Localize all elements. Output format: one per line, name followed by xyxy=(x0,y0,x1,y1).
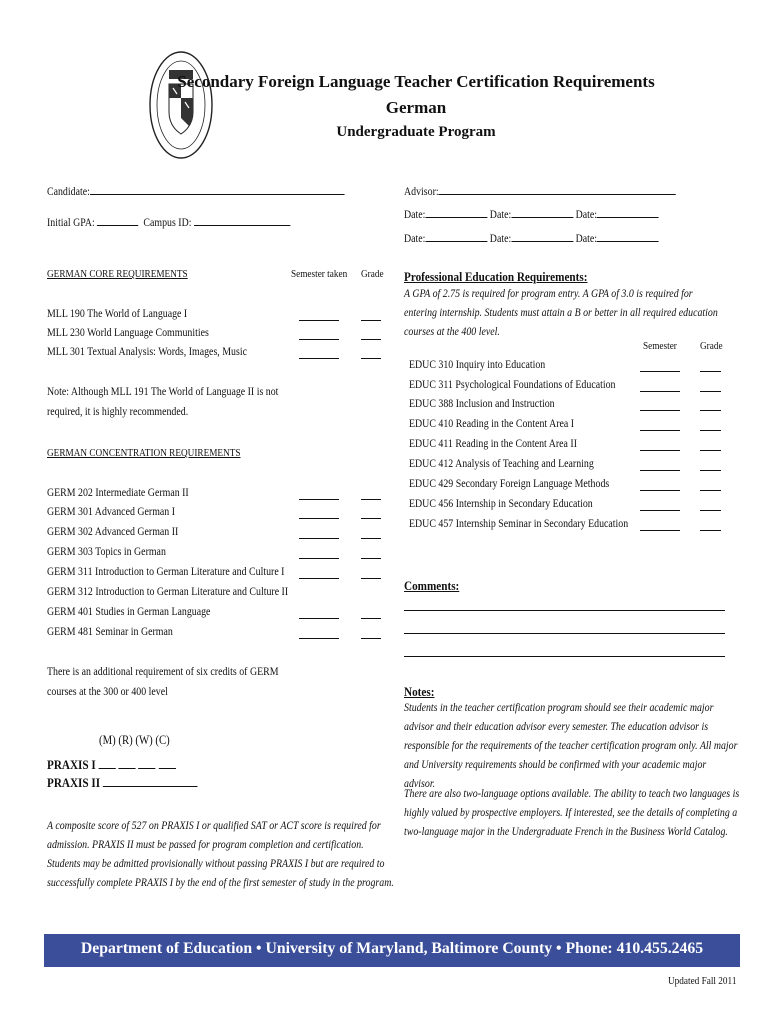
core-heading: GERMAN CORE REQUIREMENTS xyxy=(47,268,188,280)
date-label: Date: xyxy=(575,233,598,245)
additional-requirement: courses at the 300 or 400 level xyxy=(47,686,168,698)
core-course: MLL 230 World Language Communities xyxy=(47,327,209,339)
grade-blank[interactable] xyxy=(361,339,381,340)
date-blank[interactable] xyxy=(597,207,659,218)
semester-blank[interactable] xyxy=(299,578,339,579)
date-blank[interactable] xyxy=(425,231,487,242)
semester-blank[interactable] xyxy=(640,530,680,531)
campus-id-blank[interactable] xyxy=(194,215,290,226)
date-blank[interactable] xyxy=(597,231,659,242)
semester-blank[interactable] xyxy=(299,638,339,639)
semester-blank[interactable] xyxy=(640,470,680,471)
grade-blank[interactable] xyxy=(361,499,381,500)
language-title: German xyxy=(385,98,447,117)
initial-gpa-label: Initial GPA: xyxy=(47,217,95,229)
concentration-heading: GERMAN CONCENTRATION REQUIREMENTS xyxy=(47,447,241,459)
campus-id-label: Campus ID: xyxy=(143,217,192,229)
praxis-blank[interactable] xyxy=(139,758,156,769)
initial-gpa-field[interactable] xyxy=(47,215,290,229)
grade-blank[interactable] xyxy=(361,578,381,579)
concentration-course: GERM 301 Advanced German I xyxy=(47,506,175,518)
praxis-blank[interactable] xyxy=(159,758,176,769)
date-label: Date: xyxy=(404,209,426,221)
semester-blank[interactable] xyxy=(299,558,339,559)
grade-blank[interactable] xyxy=(361,618,381,619)
date-blank[interactable] xyxy=(511,207,573,218)
comments-heading: Comments: xyxy=(404,578,460,593)
grade-blank[interactable] xyxy=(361,320,381,321)
core-note: required, it is highly recommended. xyxy=(47,406,189,418)
date-blank[interactable] xyxy=(425,207,487,218)
semester-blank[interactable] xyxy=(299,320,339,321)
grade-blank[interactable] xyxy=(700,410,721,411)
concentration-course: GERM 401 Studies in German Language xyxy=(47,606,211,618)
semester-blank[interactable] xyxy=(299,499,339,500)
praxis-2-label: PRAXIS II xyxy=(47,775,101,790)
semester-blank[interactable] xyxy=(299,538,339,539)
comments-line[interactable] xyxy=(404,656,725,657)
educ-course: EDUC 310 Inquiry into Education xyxy=(409,359,546,371)
semester-blank[interactable] xyxy=(299,339,339,340)
praxis-1-label: PRAXIS I xyxy=(47,757,96,772)
grade-blank[interactable] xyxy=(700,391,721,392)
praxis-1-row[interactable] xyxy=(47,757,176,773)
praxis-categories: (M) (R) (W) (C) xyxy=(99,733,170,747)
concentration-course: GERM 302 Advanced German II xyxy=(47,526,179,538)
date-label: Date: xyxy=(489,233,512,245)
concentration-course: GERM 312 Introduction to German Literature and Culture II xyxy=(47,586,289,598)
grade-blank[interactable] xyxy=(361,538,381,539)
notes-paragraph: Students in the teacher certification program should see their academic major advisor and their education advisor every semester. The education advisor is responsible for the requirements of the teacher certification program only. All major and University requirements should be confirmed with your academic major advisor. xyxy=(404,702,738,790)
educ-course: EDUC 456 Internship in Secondary Education xyxy=(409,498,593,510)
semester-blank[interactable] xyxy=(640,510,680,511)
advisor-field[interactable] xyxy=(404,184,676,198)
updated-date: Updated Fall 2011 xyxy=(668,975,737,987)
professional-heading: Professional Education Requirements: xyxy=(404,269,588,284)
grade-blank[interactable] xyxy=(700,490,721,491)
grade-blank[interactable] xyxy=(700,371,721,372)
educ-course: EDUC 388 Inclusion and Instruction xyxy=(409,398,555,410)
prof-semester-header: Semester xyxy=(643,340,677,352)
core-semester-header: Semester taken xyxy=(291,268,348,280)
semester-blank[interactable] xyxy=(299,358,339,359)
advisor-label: Advisor: xyxy=(404,186,439,198)
core-grade-header: Grade xyxy=(361,268,384,280)
semester-blank[interactable] xyxy=(640,410,680,411)
core-course: MLL 190 The World of Language I xyxy=(47,308,188,320)
footer-bar xyxy=(44,934,740,967)
grade-blank[interactable] xyxy=(361,518,381,519)
candidate-field[interactable] xyxy=(47,184,344,198)
semester-blank[interactable] xyxy=(640,450,680,451)
semester-blank[interactable] xyxy=(640,490,680,491)
educ-course: EDUC 457 Internship Seminar in Secondary Education xyxy=(409,518,629,530)
grade-blank[interactable] xyxy=(700,430,721,431)
educ-course: EDUC 412 Analysis of Teaching and Learning xyxy=(409,458,594,470)
praxis-note: A composite score of 527 on PRAXIS I or qualified SAT or ACT score is required for admission. PRAXIS II must be passed for program completion and certification. Students may be admitted provisionally without passing PRAXIS I but are required to successfully complete PRAXIS I by the end of the first semester of study in the program. xyxy=(47,820,394,889)
praxis-2-row[interactable] xyxy=(47,775,198,791)
grade-blank[interactable] xyxy=(700,450,721,451)
concentration-course: GERM 481 Seminar in German xyxy=(47,626,173,638)
educ-course: EDUC 311 Psychological Foundations of Education xyxy=(409,379,616,391)
core-course: MLL 301 Textual Analysis: Words, Images, Music xyxy=(47,346,247,358)
date-label: Date: xyxy=(404,233,426,245)
additional-requirement: There is an additional requirement of six credits of GERM xyxy=(47,666,279,678)
grade-blank[interactable] xyxy=(700,530,721,531)
concentration-course: GERM 311 Introduction to German Literature and Culture I xyxy=(47,566,285,578)
praxis-blank[interactable] xyxy=(103,776,198,787)
date-label: Date: xyxy=(575,209,598,221)
core-note: Note: Although MLL 191 The World of Language II is not xyxy=(47,386,279,398)
semester-blank[interactable] xyxy=(299,518,339,519)
date-row-1[interactable] xyxy=(404,207,659,221)
program-title: Undergraduate Program xyxy=(336,124,496,140)
initial-gpa-blank[interactable] xyxy=(97,215,138,226)
semester-blank[interactable] xyxy=(640,430,680,431)
prof-grade-header: Grade xyxy=(700,340,723,352)
educ-course: EDUC 410 Reading in the Content Area I xyxy=(409,418,575,430)
notes-heading: Notes: xyxy=(404,684,435,699)
candidate-blank[interactable] xyxy=(90,184,345,195)
grade-blank[interactable] xyxy=(361,558,381,559)
gpa-note: A GPA of 2.75 is required for program entry. A GPA of 3.0 is required for entering internship. Students must attain a B or better in all required education courses at the 400 level. xyxy=(404,288,718,338)
notes-paragraph: There are also two-language options available. The ability to teach two languages is highly valued by prospective employers. If interested, see the details of completing a two-language major in the Undergraduate French in the Business World Catalog. xyxy=(404,788,740,838)
concentration-course: GERM 303 Topics in German xyxy=(47,546,166,558)
candidate-label: Candidate: xyxy=(47,186,90,198)
semester-blank[interactable] xyxy=(640,391,680,392)
praxis-blank[interactable] xyxy=(119,758,136,769)
date-blank[interactable] xyxy=(511,231,573,242)
comments-line[interactable] xyxy=(404,633,725,634)
semester-blank[interactable] xyxy=(640,371,680,372)
concentration-course: GERM 202 Intermediate German II xyxy=(47,487,189,499)
comments-line[interactable] xyxy=(404,610,725,611)
praxis-blank[interactable] xyxy=(99,758,116,769)
grade-blank[interactable] xyxy=(700,470,721,471)
semester-blank[interactable] xyxy=(299,618,339,619)
advisor-blank[interactable] xyxy=(439,184,676,195)
grade-blank[interactable] xyxy=(361,638,381,639)
educ-course: EDUC 411 Reading in the Content Area II xyxy=(409,438,578,450)
grade-blank[interactable] xyxy=(700,510,721,511)
date-label: Date: xyxy=(489,209,512,221)
educ-course: EDUC 429 Secondary Foreign Language Methods xyxy=(409,478,610,490)
date-row-2[interactable] xyxy=(404,231,659,245)
grade-blank[interactable] xyxy=(361,358,381,359)
footer-contact: Department of Education • University of Maryland, Baltimore County • Phone: 410.455.2465 xyxy=(80,940,704,957)
document-title: Secondary Foreign Language Teacher Certification Requirements xyxy=(177,72,655,91)
